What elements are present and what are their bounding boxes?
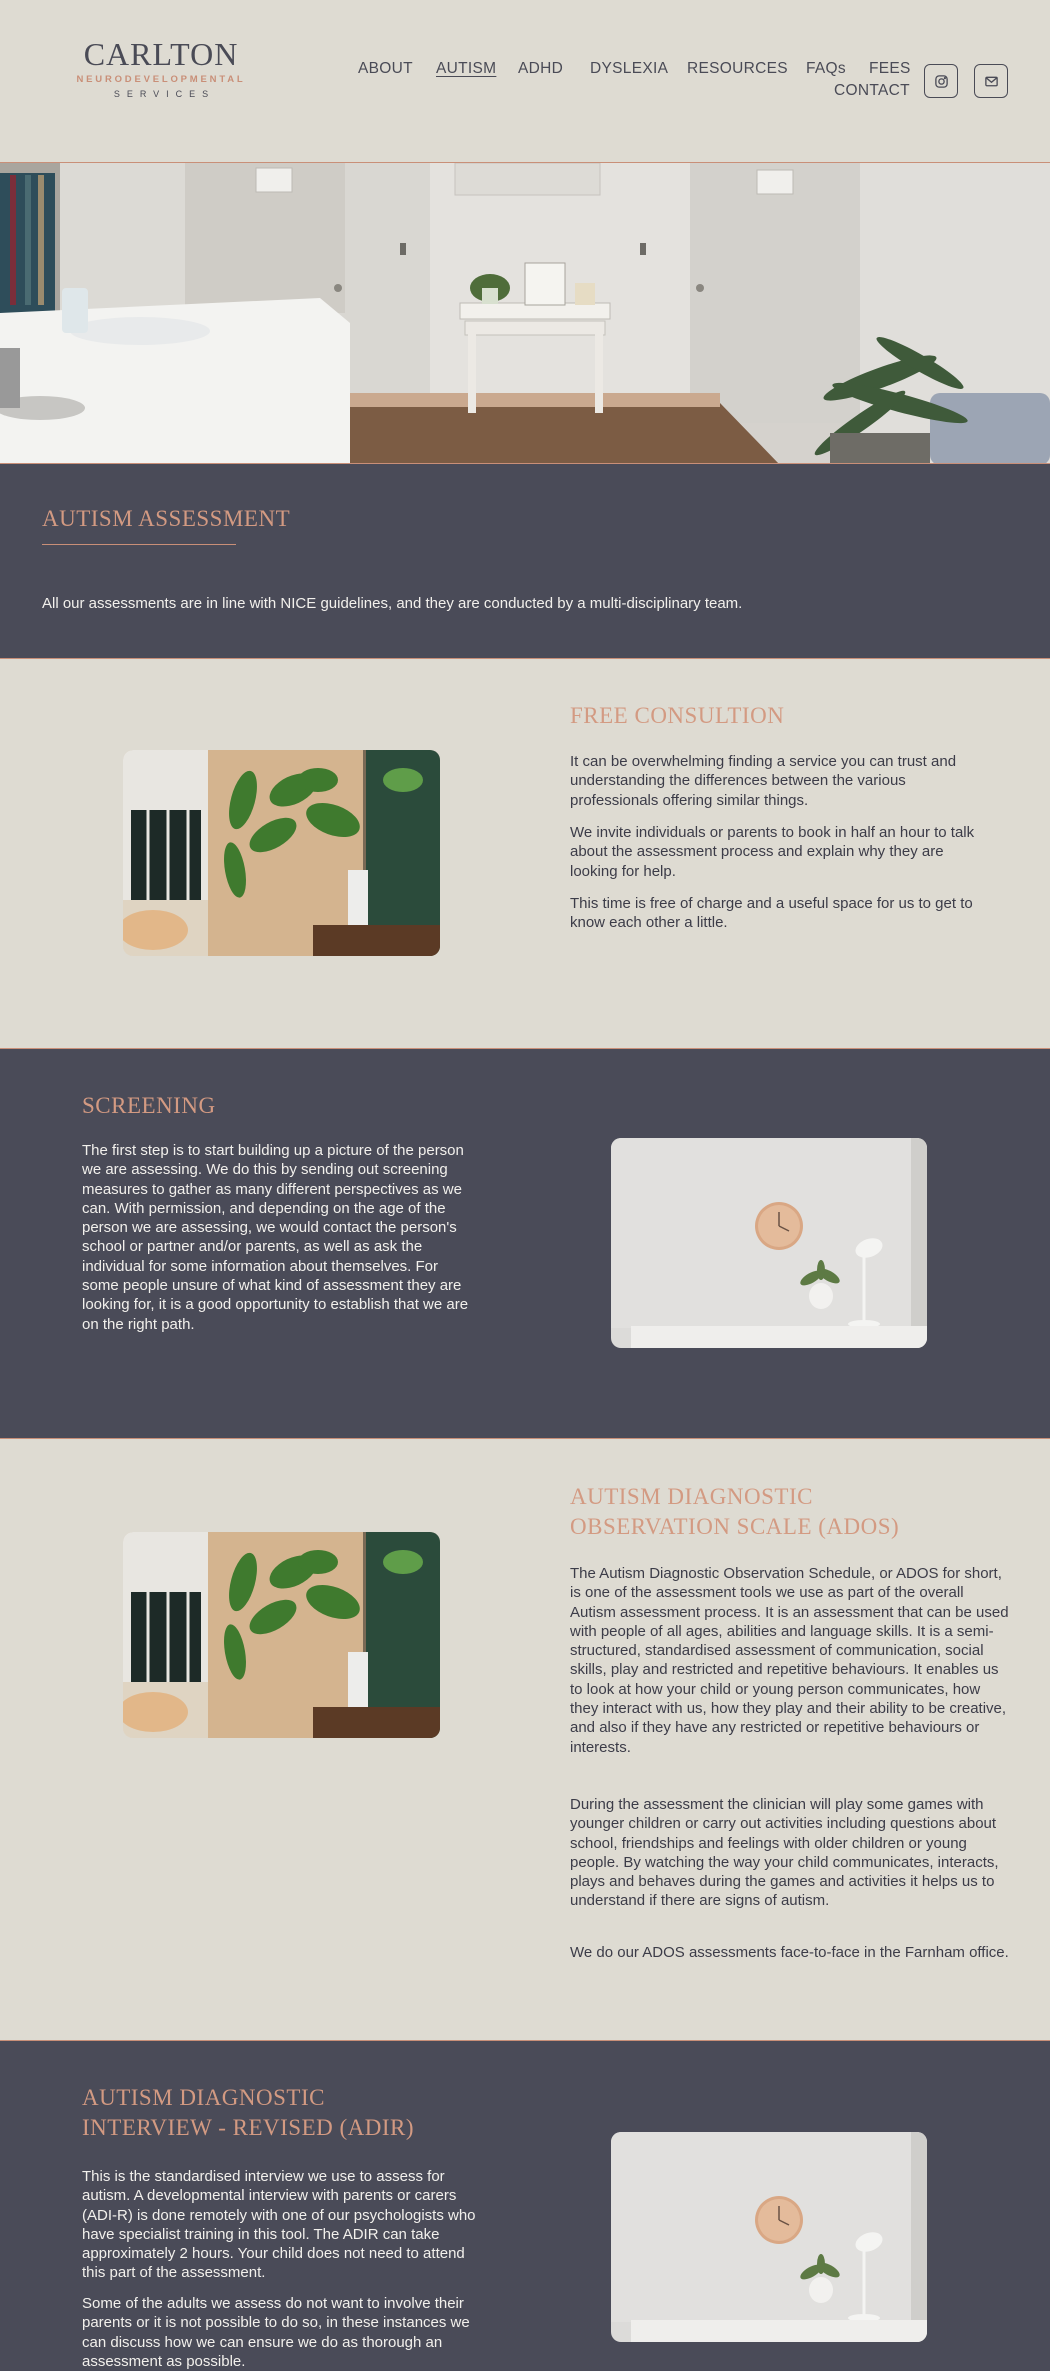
ados-paragraph-3: We do our ADOS assessments face-to-face in the Farnham office. <box>570 1944 1009 1961</box>
intro-section <box>0 464 1050 658</box>
hero-illustration <box>0 163 1050 464</box>
nav-dyslexia[interactable]: DYSLEXIA <box>590 60 669 77</box>
nav-autism[interactable]: AUTISM <box>436 60 497 77</box>
ados-title-line-1: AUTISM DIAGNOSTIC <box>570 1484 813 1509</box>
adir-section <box>0 2041 1050 2371</box>
nav-faqs[interactable]: FAQs <box>806 60 846 77</box>
logo-subtitle: NEURODEVELOPMENTAL <box>76 74 246 85</box>
plant-window-photo <box>123 1532 440 1738</box>
consultation-section <box>0 659 1050 1049</box>
adir-paragraph-1: This is the standardised interview we use to assess for autism. A developmental interview with parents or carers (ADI-R) is done remotely with one of our psychologists who have specialist training in this tool. The ADIR can take approximately 2 hours. Your child does not need to attend this part of the assessment. <box>82 2168 476 2282</box>
ados-title-line-2: OBSERVATION SCALE (ADOS) <box>570 1514 900 1539</box>
screening-section <box>0 1049 1050 1438</box>
ados-paragraph-2: During the assessment the clinician will play some games with younger children or carry out activities including questions about school, friendships and feelings with older children or young people. By watching the way your child communicates, interacts, plays and behaves during the games and activities it helps us to understand if there are signs of autism. <box>570 1796 999 1910</box>
intro-title: AUTISM ASSESSMENT <box>42 506 291 531</box>
consultation-paragraph-2: We invite individuals or parents to book in half an hour to talk about the assessment process and explain why they are looking for help. <box>570 824 975 880</box>
intro-title-underline <box>42 544 236 545</box>
consultation-title: FREE CONSULTION <box>570 703 785 728</box>
logo[interactable] <box>76 36 246 99</box>
hero-image-clinic-room <box>0 162 1050 464</box>
email-icon[interactable] <box>974 64 1008 98</box>
main-nav <box>340 60 910 104</box>
clock-shelf-photo <box>611 1138 927 1348</box>
ados-section <box>0 1439 1050 2041</box>
logo-services: SERVICES <box>113 89 216 99</box>
nav-fees[interactable]: FEES <box>869 60 911 77</box>
nav-resources[interactable]: RESOURCES <box>687 60 788 77</box>
ados-paragraph-1: The Autism Diagnostic Observation Schedule, or ADOS for short, is one of the assessment tools we use as part of the overall Autism assessment process. It is an assessment that can be used with people of all ages, abilities and language skills. It is a semi-structured, standardised assessment of communication, social skills, play and restricted and repetitive behaviours. It enables us to look at how your child or young person communicates, how they interact with us, how they play and their ability to be creative, and also if they have any restricted or repetitive behaviours or interests. <box>570 1565 1009 1756</box>
screening-title: SCREENING <box>82 1093 216 1118</box>
consultation-paragraph-1: It can be overwhelming finding a service you can trust and understanding the differences between the various professionals offering similar things. <box>570 753 957 809</box>
nav-about[interactable]: ABOUT <box>358 60 413 77</box>
intro-text: All our assessments are in line with NICE guidelines, and they are conducted by a multi-disciplinary team. <box>42 595 743 612</box>
adir-paragraph-2: Some of the adults we assess do not want to involve their parents or it is not possible to do so, in these instances we can discuss how we can ensure we do as thorough an assessment as possible. <box>82 2295 470 2370</box>
instagram-icon[interactable] <box>924 64 958 98</box>
plant-window-photo <box>123 750 440 956</box>
site-header <box>0 0 1050 162</box>
consultation-paragraph-3: This time is free of charge and a useful space for us to get to know each other a little. <box>570 895 973 932</box>
screening-text: The first step is to start building up a picture of the person we are assessing. We do this by sending out screening measures to gather as many different perspectives as we can. With permission, and depending on the age of the person we are assessing, we would contact the person's school or partner and/or parents, as well as ask the individual for some information about themselves. For some people unsure of what kind of assessment they are looking for, it is a good opportunity to establish that we are on the right path. <box>82 1142 469 1333</box>
clock-shelf-photo <box>611 2132 927 2342</box>
adir-title-line-2: INTERVIEW - REVISED (ADIR) <box>82 2115 415 2140</box>
adir-title-line-1: AUTISM DIAGNOSTIC <box>82 2085 325 2110</box>
nav-contact[interactable]: CONTACT <box>834 82 910 99</box>
nav-adhd[interactable]: ADHD <box>518 60 564 77</box>
logo-name: CARLTON <box>83 36 239 72</box>
